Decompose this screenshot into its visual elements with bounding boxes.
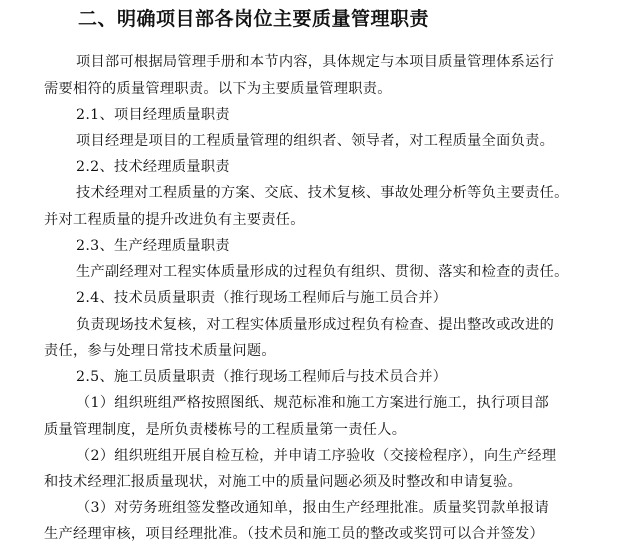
paragraph-intro-line-2: 需要相符的质量管理职责。以下为主要质量管理职责。	[44, 81, 392, 97]
item-3-line-2: 生产经理审核，项目经理批准。（技术员和施工员的整改或奖罚可以合并签发）	[44, 526, 544, 542]
heading-2-5: 2.5、施工员质量职责（推行现场工程师后与技术员合并）	[76, 369, 448, 385]
heading-2-3: 2.3、生产经理质量职责	[76, 238, 230, 254]
paragraph-2-4-line-2: 责任，参与处理日常技术质量问题。	[44, 343, 276, 359]
paragraph-2-2-line-1: 技术经理对工程质量的方案、交底、技术复核、事故处理分析等负主要责任。	[76, 185, 569, 201]
paragraph-2-3: 生产副经理对工程实体质量形成的过程负有组织、贯彻、落实和检查的责任。	[76, 264, 569, 280]
paragraph-intro-line-1: 项目部可根据局管理手册和本节内容，具体规定与本项目质量管理体系运行	[76, 54, 555, 70]
item-2-line-1: （2）组织班组开展自检互检，并申请工序验收（交接检程序），向生产经理	[76, 448, 557, 464]
item-2-line-2: 和技术经理汇报质量现状，对施工中的质量问题必须及时整改和申请复验。	[44, 474, 523, 490]
paragraph-2-2-line-2: 并对工程质量的提升改进负有主要责任。	[44, 212, 305, 228]
paragraph-2-1: 项目经理是项目的工程质量管理的组织者、领导者，对工程质量全面负责。	[76, 133, 555, 149]
item-3-line-1: （3）对劳务班组签发整改通知单，报由生产经理批准。质量奖罚款单报请	[76, 500, 549, 516]
heading-2-1: 2.1、项目经理质量职责	[76, 107, 230, 123]
heading-2-4: 2.4、技术员质量职责（推行现场工程师后与施工员合并）	[76, 290, 448, 306]
item-1-line-2: 质量管理制度，是所负责楼栋号的工程质量第一责任人。	[44, 422, 407, 438]
item-1-line-1: （1）组织班组严格按照图纸、规范标准和施工方案进行施工，执行项目部	[76, 395, 549, 411]
section-title: 二、明确项目部各岗位主要质量管理职责	[78, 8, 430, 30]
paragraph-2-4-line-1: 负责现场技术复核，对工程实体质量形成过程负有检查、提出整改或改进的	[76, 317, 555, 333]
heading-2-2: 2.2、技术经理质量职责	[76, 159, 230, 175]
